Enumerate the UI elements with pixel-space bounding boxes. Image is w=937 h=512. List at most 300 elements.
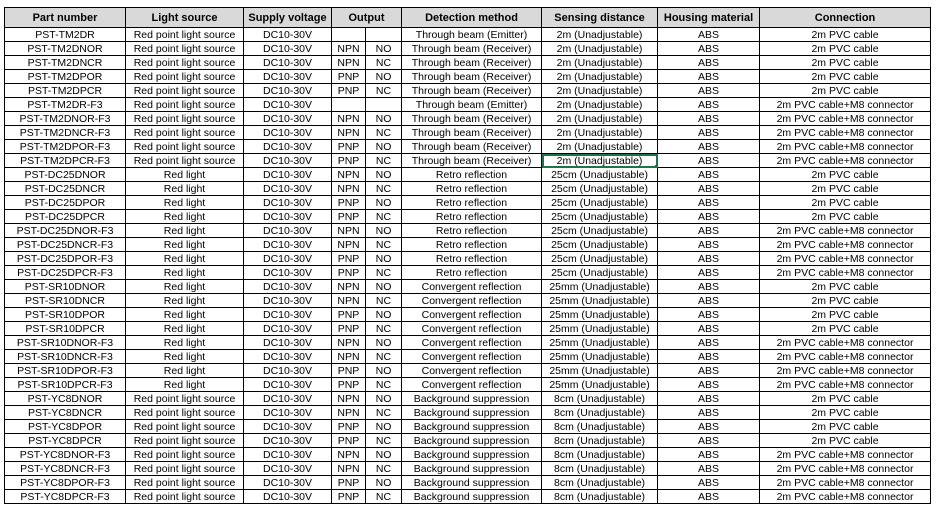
supply-voltage-cell[interactable]: DC10-30V [244, 462, 332, 476]
supply-voltage-cell[interactable]: DC10-30V [244, 112, 332, 126]
output-type-cell[interactable]: NPN [332, 182, 366, 196]
supply-voltage-cell[interactable]: DC10-30V [244, 322, 332, 336]
sensing-distance-cell[interactable]: 25cm (Unadjustable) [542, 224, 658, 238]
supply-voltage-cell[interactable]: DC10-30V [244, 308, 332, 322]
output-mode-cell[interactable]: NC [366, 350, 402, 364]
supply-voltage-cell[interactable]: DC10-30V [244, 294, 332, 308]
housing-material-cell[interactable]: ABS [658, 56, 760, 70]
light-source-cell[interactable]: Red light [126, 252, 244, 266]
sensing-distance-cell[interactable]: 25cm (Unadjustable) [542, 252, 658, 266]
output-mode-cell[interactable]: NC [366, 84, 402, 98]
housing-material-cell[interactable]: ABS [658, 378, 760, 392]
supply-voltage-cell[interactable]: DC10-30V [244, 168, 332, 182]
part-number-cell[interactable]: PST-TM2DR [5, 28, 126, 42]
part-number-cell[interactable]: PST-YC8DPCR [5, 434, 126, 448]
sensing-distance-cell[interactable]: 8cm (Unadjustable) [542, 392, 658, 406]
supply-voltage-cell[interactable]: DC10-30V [244, 196, 332, 210]
part-number-cell[interactable]: PST-DC25DNOR [5, 168, 126, 182]
connection-cell[interactable]: 2m PVC cable+M8 connector [760, 266, 931, 280]
output-type-cell[interactable]: NPN [332, 42, 366, 56]
light-source-cell[interactable]: Red light [126, 224, 244, 238]
output-mode-cell[interactable]: NO [366, 252, 402, 266]
connection-cell[interactable]: 2m PVC cable [760, 196, 931, 210]
housing-material-cell[interactable]: ABS [658, 238, 760, 252]
output-mode-cell[interactable] [366, 98, 402, 112]
output-mode-cell[interactable] [366, 28, 402, 42]
part-number-cell[interactable]: PST-TM2DNOR [5, 42, 126, 56]
supply-voltage-cell[interactable]: DC10-30V [244, 70, 332, 84]
light-source-cell[interactable]: Red point light source [126, 434, 244, 448]
output-mode-cell[interactable]: NC [366, 462, 402, 476]
output-type-cell[interactable]: NPN [332, 406, 366, 420]
housing-material-cell[interactable]: ABS [658, 308, 760, 322]
output-type-cell[interactable]: PNP [332, 210, 366, 224]
output-type-cell[interactable]: NPN [332, 336, 366, 350]
output-type-cell[interactable]: PNP [332, 420, 366, 434]
sensing-distance-cell[interactable]: 8cm (Unadjustable) [542, 448, 658, 462]
output-mode-cell[interactable]: NO [366, 420, 402, 434]
output-mode-cell[interactable]: NO [366, 336, 402, 350]
detection-method-cell[interactable]: Convergent reflection [402, 364, 542, 378]
output-type-cell[interactable]: NPN [332, 350, 366, 364]
detection-method-cell[interactable]: Background suppression [402, 420, 542, 434]
supply-voltage-cell[interactable]: DC10-30V [244, 126, 332, 140]
part-number-cell[interactable]: PST-SR10DNCR-F3 [5, 350, 126, 364]
output-type-cell[interactable]: PNP [332, 322, 366, 336]
detection-method-cell[interactable]: Convergent reflection [402, 322, 542, 336]
supply-voltage-cell[interactable]: DC10-30V [244, 420, 332, 434]
output-type-cell[interactable]: NPN [332, 448, 366, 462]
part-number-cell[interactable]: PST-YC8DPCR-F3 [5, 490, 126, 504]
part-number-cell[interactable]: PST-YC8DNCR [5, 406, 126, 420]
housing-material-cell[interactable]: ABS [658, 154, 760, 168]
output-mode-cell[interactable]: NO [366, 280, 402, 294]
supply-voltage-cell[interactable]: DC10-30V [244, 238, 332, 252]
sensing-distance-cell[interactable]: 8cm (Unadjustable) [542, 434, 658, 448]
supply-voltage-cell[interactable]: DC10-30V [244, 392, 332, 406]
supply-voltage-cell[interactable]: DC10-30V [244, 140, 332, 154]
detection-method-cell[interactable]: Through beam (Receiver) [402, 70, 542, 84]
part-number-cell[interactable]: PST-TM2DNOR-F3 [5, 112, 126, 126]
output-type-cell[interactable]: NPN [332, 224, 366, 238]
light-source-cell[interactable]: Red point light source [126, 462, 244, 476]
output-mode-cell[interactable]: NC [366, 434, 402, 448]
detection-method-cell[interactable]: Through beam (Receiver) [402, 140, 542, 154]
part-number-cell[interactable]: PST-YC8DPOR-F3 [5, 476, 126, 490]
part-number-cell[interactable]: PST-YC8DNCR-F3 [5, 462, 126, 476]
light-source-cell[interactable]: Red point light source [126, 84, 244, 98]
housing-material-cell[interactable]: ABS [658, 112, 760, 126]
part-number-cell[interactable]: PST-TM2DNCR [5, 56, 126, 70]
housing-material-cell[interactable]: ABS [658, 336, 760, 350]
housing-material-cell[interactable]: ABS [658, 280, 760, 294]
sensing-distance-cell[interactable]: 25cm (Unadjustable) [542, 196, 658, 210]
detection-method-cell[interactable]: Retro reflection [402, 224, 542, 238]
output-type-cell[interactable]: PNP [332, 84, 366, 98]
connection-cell[interactable]: 2m PVC cable+M8 connector [760, 462, 931, 476]
housing-material-cell[interactable]: ABS [658, 126, 760, 140]
output-type-cell[interactable]: NPN [332, 56, 366, 70]
light-source-cell[interactable]: Red light [126, 196, 244, 210]
sensing-distance-cell[interactable]: 25mm (Unadjustable) [542, 294, 658, 308]
sensing-distance-cell[interactable]: 8cm (Unadjustable) [542, 490, 658, 504]
supply-voltage-cell[interactable]: DC10-30V [244, 434, 332, 448]
output-mode-cell[interactable]: NC [366, 210, 402, 224]
light-source-cell[interactable]: Red light [126, 182, 244, 196]
housing-material-cell[interactable]: ABS [658, 140, 760, 154]
light-source-cell[interactable]: Red point light source [126, 42, 244, 56]
detection-method-cell[interactable]: Through beam (Receiver) [402, 112, 542, 126]
connection-cell[interactable]: 2m PVC cable+M8 connector [760, 224, 931, 238]
supply-voltage-cell[interactable]: DC10-30V [244, 84, 332, 98]
connection-cell[interactable]: 2m PVC cable [760, 434, 931, 448]
part-number-cell[interactable]: PST-DC25DPOR-F3 [5, 252, 126, 266]
detection-method-cell[interactable]: Through beam (Receiver) [402, 56, 542, 70]
output-mode-cell[interactable]: NO [366, 364, 402, 378]
supply-voltage-cell[interactable]: DC10-30V [244, 490, 332, 504]
housing-material-cell[interactable]: ABS [658, 252, 760, 266]
connection-cell[interactable]: 2m PVC cable+M8 connector [760, 378, 931, 392]
output-type-cell[interactable]: PNP [332, 378, 366, 392]
housing-material-cell[interactable]: ABS [658, 434, 760, 448]
output-mode-cell[interactable]: NO [366, 70, 402, 84]
detection-method-cell[interactable]: Background suppression [402, 392, 542, 406]
detection-method-cell[interactable]: Retro reflection [402, 238, 542, 252]
header-detection-method[interactable]: Detection method [402, 8, 542, 28]
supply-voltage-cell[interactable]: DC10-30V [244, 182, 332, 196]
housing-material-cell[interactable]: ABS [658, 42, 760, 56]
supply-voltage-cell[interactable]: DC10-30V [244, 28, 332, 42]
connection-cell[interactable]: 2m PVC cable [760, 308, 931, 322]
connection-cell[interactable]: 2m PVC cable [760, 182, 931, 196]
supply-voltage-cell[interactable]: DC10-30V [244, 154, 332, 168]
part-number-cell[interactable]: PST-DC25DNOR-F3 [5, 224, 126, 238]
sensing-distance-cell[interactable]: 25mm (Unadjustable) [542, 378, 658, 392]
part-number-cell[interactable]: PST-SR10DPOR [5, 308, 126, 322]
light-source-cell[interactable]: Red light [126, 294, 244, 308]
output-mode-cell[interactable]: NC [366, 294, 402, 308]
detection-method-cell[interactable]: Retro reflection [402, 210, 542, 224]
housing-material-cell[interactable]: ABS [658, 70, 760, 84]
supply-voltage-cell[interactable]: DC10-30V [244, 406, 332, 420]
output-mode-cell[interactable]: NC [366, 126, 402, 140]
output-type-cell[interactable]: PNP [332, 252, 366, 266]
header-part-number[interactable]: Part number [5, 8, 126, 28]
output-type-cell[interactable]: PNP [332, 308, 366, 322]
part-number-cell[interactable]: PST-TM2DPCR [5, 84, 126, 98]
light-source-cell[interactable]: Red point light source [126, 56, 244, 70]
detection-method-cell[interactable]: Through beam (Receiver) [402, 42, 542, 56]
detection-method-cell[interactable]: Convergent reflection [402, 350, 542, 364]
housing-material-cell[interactable]: ABS [658, 476, 760, 490]
output-type-cell[interactable]: PNP [332, 196, 366, 210]
connection-cell[interactable]: 2m PVC cable [760, 168, 931, 182]
supply-voltage-cell[interactable]: DC10-30V [244, 336, 332, 350]
light-source-cell[interactable]: Red light [126, 364, 244, 378]
part-number-cell[interactable]: PST-TM2DNCR-F3 [5, 126, 126, 140]
supply-voltage-cell[interactable]: DC10-30V [244, 476, 332, 490]
output-type-cell[interactable]: NPN [332, 112, 366, 126]
part-number-cell[interactable]: PST-YC8DNOR-F3 [5, 448, 126, 462]
housing-material-cell[interactable]: ABS [658, 392, 760, 406]
detection-method-cell[interactable]: Background suppression [402, 476, 542, 490]
sensing-distance-cell[interactable]: 25mm (Unadjustable) [542, 322, 658, 336]
output-type-cell[interactable] [332, 28, 366, 42]
sensing-distance-cell[interactable]: 25mm (Unadjustable) [542, 364, 658, 378]
output-mode-cell[interactable]: NC [366, 154, 402, 168]
output-mode-cell[interactable]: NO [366, 196, 402, 210]
light-source-cell[interactable]: Red point light source [126, 154, 244, 168]
output-mode-cell[interactable]: NO [366, 112, 402, 126]
part-number-cell[interactable]: PST-SR10DNCR [5, 294, 126, 308]
housing-material-cell[interactable]: ABS [658, 462, 760, 476]
light-source-cell[interactable]: Red point light source [126, 28, 244, 42]
housing-material-cell[interactable]: ABS [658, 182, 760, 196]
sensing-distance-cell[interactable]: 25cm (Unadjustable) [542, 266, 658, 280]
housing-material-cell[interactable]: ABS [658, 196, 760, 210]
light-source-cell[interactable]: Red light [126, 308, 244, 322]
housing-material-cell[interactable]: ABS [658, 28, 760, 42]
sensing-distance-cell[interactable]: 2m (Unadjustable) [542, 56, 658, 70]
light-source-cell[interactable]: Red point light source [126, 126, 244, 140]
housing-material-cell[interactable]: ABS [658, 294, 760, 308]
sensing-distance-cell[interactable]: 2m (Unadjustable) [542, 140, 658, 154]
output-mode-cell[interactable]: NO [366, 224, 402, 238]
output-type-cell[interactable]: NPN [332, 280, 366, 294]
header-sensing-distance[interactable]: Sensing distance [542, 8, 658, 28]
output-mode-cell[interactable]: NC [366, 322, 402, 336]
connection-cell[interactable]: 2m PVC cable+M8 connector [760, 126, 931, 140]
header-supply-voltage[interactable]: Supply voltage [244, 8, 332, 28]
housing-material-cell[interactable]: ABS [658, 210, 760, 224]
housing-material-cell[interactable]: ABS [658, 364, 760, 378]
connection-cell[interactable]: 2m PVC cable [760, 70, 931, 84]
supply-voltage-cell[interactable]: DC10-30V [244, 364, 332, 378]
light-source-cell[interactable]: Red light [126, 280, 244, 294]
connection-cell[interactable]: 2m PVC cable [760, 210, 931, 224]
connection-cell[interactable]: 2m PVC cable [760, 280, 931, 294]
output-type-cell[interactable]: PNP [332, 70, 366, 84]
light-source-cell[interactable]: Red light [126, 168, 244, 182]
output-type-cell[interactable]: NPN [332, 126, 366, 140]
part-number-cell[interactable]: PST-DC25DNCR [5, 182, 126, 196]
output-type-cell[interactable]: NPN [332, 462, 366, 476]
sensing-distance-cell[interactable]: 25mm (Unadjustable) [542, 350, 658, 364]
sensing-distance-cell[interactable]: 25cm (Unadjustable) [542, 168, 658, 182]
housing-material-cell[interactable]: ABS [658, 168, 760, 182]
sensing-distance-cell[interactable]: 2m (Unadjustable) [542, 28, 658, 42]
output-mode-cell[interactable]: NC [366, 266, 402, 280]
light-source-cell[interactable]: Red point light source [126, 140, 244, 154]
sensing-distance-cell[interactable]: 2m (Unadjustable) [542, 84, 658, 98]
supply-voltage-cell[interactable]: DC10-30V [244, 252, 332, 266]
light-source-cell[interactable]: Red point light source [126, 476, 244, 490]
connection-cell[interactable]: 2m PVC cable+M8 connector [760, 448, 931, 462]
connection-cell[interactable]: 2m PVC cable+M8 connector [760, 238, 931, 252]
supply-voltage-cell[interactable]: DC10-30V [244, 280, 332, 294]
connection-cell[interactable]: 2m PVC cable+M8 connector [760, 140, 931, 154]
light-source-cell[interactable]: Red point light source [126, 392, 244, 406]
output-mode-cell[interactable]: NO [366, 476, 402, 490]
light-source-cell[interactable]: Red light [126, 210, 244, 224]
sensing-distance-cell[interactable]: 25mm (Unadjustable) [542, 280, 658, 294]
output-mode-cell[interactable]: NC [366, 490, 402, 504]
connection-cell[interactable]: 2m PVC cable+M8 connector [760, 154, 931, 168]
output-type-cell[interactable] [332, 98, 366, 112]
connection-cell[interactable]: 2m PVC cable [760, 28, 931, 42]
detection-method-cell[interactable]: Through beam (Emitter) [402, 28, 542, 42]
detection-method-cell[interactable]: Through beam (Receiver) [402, 84, 542, 98]
sensing-distance-cell[interactable]: 2m (Unadjustable) [542, 126, 658, 140]
sensing-distance-cell[interactable]: 25cm (Unadjustable) [542, 182, 658, 196]
light-source-cell[interactable]: Red light [126, 350, 244, 364]
output-type-cell[interactable]: PNP [332, 434, 366, 448]
output-type-cell[interactable]: PNP [332, 266, 366, 280]
detection-method-cell[interactable]: Retro reflection [402, 168, 542, 182]
part-number-cell[interactable]: PST-DC25DPCR [5, 210, 126, 224]
part-number-cell[interactable]: PST-TM2DR-F3 [5, 98, 126, 112]
output-mode-cell[interactable]: NC [366, 238, 402, 252]
detection-method-cell[interactable]: Retro reflection [402, 266, 542, 280]
sensing-distance-cell[interactable]: 2m (Unadjustable) [542, 98, 658, 112]
detection-method-cell[interactable]: Retro reflection [402, 196, 542, 210]
part-number-cell[interactable]: PST-TM2DPCR-F3 [5, 154, 126, 168]
sensing-distance-cell[interactable]: 2m (Unadjustable) [542, 70, 658, 84]
light-source-cell[interactable]: Red point light source [126, 406, 244, 420]
connection-cell[interactable]: 2m PVC cable [760, 42, 931, 56]
connection-cell[interactable]: 2m PVC cable+M8 connector [760, 350, 931, 364]
detection-method-cell[interactable]: Through beam (Receiver) [402, 154, 542, 168]
supply-voltage-cell[interactable]: DC10-30V [244, 378, 332, 392]
detection-method-cell[interactable]: Convergent reflection [402, 280, 542, 294]
output-type-cell[interactable]: PNP [332, 476, 366, 490]
output-type-cell[interactable]: NPN [332, 392, 366, 406]
sensing-distance-cell[interactable]: 8cm (Unadjustable) [542, 462, 658, 476]
housing-material-cell[interactable]: ABS [658, 420, 760, 434]
sensing-distance-cell[interactable]: 2m (Unadjustable) [542, 42, 658, 56]
part-number-cell[interactable]: PST-DC25DPOR [5, 196, 126, 210]
detection-method-cell[interactable]: Convergent reflection [402, 308, 542, 322]
sensing-distance-cell[interactable]: 8cm (Unadjustable) [542, 406, 658, 420]
housing-material-cell[interactable]: ABS [658, 98, 760, 112]
sensing-distance-cell[interactable]: 25mm (Unadjustable) [542, 308, 658, 322]
connection-cell[interactable]: 2m PVC cable [760, 406, 931, 420]
part-number-cell[interactable]: PST-YC8DPOR [5, 420, 126, 434]
sensing-distance-cell[interactable]: 8cm (Unadjustable) [542, 476, 658, 490]
connection-cell[interactable]: 2m PVC cable [760, 420, 931, 434]
output-mode-cell[interactable]: NO [366, 308, 402, 322]
connection-cell[interactable]: 2m PVC cable+M8 connector [760, 336, 931, 350]
part-number-cell[interactable]: PST-TM2DPOR [5, 70, 126, 84]
supply-voltage-cell[interactable]: DC10-30V [244, 266, 332, 280]
supply-voltage-cell[interactable]: DC10-30V [244, 98, 332, 112]
light-source-cell[interactable]: Red light [126, 238, 244, 252]
output-mode-cell[interactable]: NO [366, 168, 402, 182]
output-type-cell[interactable]: NPN [332, 294, 366, 308]
housing-material-cell[interactable]: ABS [658, 224, 760, 238]
output-mode-cell[interactable]: NC [366, 378, 402, 392]
light-source-cell[interactable]: Red light [126, 322, 244, 336]
connection-cell[interactable]: 2m PVC cable [760, 294, 931, 308]
output-mode-cell[interactable]: NO [366, 392, 402, 406]
light-source-cell[interactable]: Red point light source [126, 490, 244, 504]
supply-voltage-cell[interactable]: DC10-30V [244, 56, 332, 70]
light-source-cell[interactable]: Red point light source [126, 420, 244, 434]
light-source-cell[interactable]: Red light [126, 336, 244, 350]
detection-method-cell[interactable]: Background suppression [402, 448, 542, 462]
supply-voltage-cell[interactable]: DC10-30V [244, 448, 332, 462]
housing-material-cell[interactable]: ABS [658, 266, 760, 280]
detection-method-cell[interactable]: Retro reflection [402, 182, 542, 196]
detection-method-cell[interactable]: Retro reflection [402, 252, 542, 266]
light-source-cell[interactable]: Red point light source [126, 98, 244, 112]
supply-voltage-cell[interactable]: DC10-30V [244, 350, 332, 364]
housing-material-cell[interactable]: ABS [658, 448, 760, 462]
part-number-cell[interactable]: PST-DC25DNCR-F3 [5, 238, 126, 252]
sensing-distance-cell[interactable]: 2m (Unadjustable) [542, 154, 658, 168]
supply-voltage-cell[interactable]: DC10-30V [244, 210, 332, 224]
sensing-distance-cell[interactable]: 25cm (Unadjustable) [542, 210, 658, 224]
connection-cell[interactable]: 2m PVC cable [760, 322, 931, 336]
detection-method-cell[interactable]: Background suppression [402, 434, 542, 448]
output-mode-cell[interactable]: NC [366, 406, 402, 420]
connection-cell[interactable]: 2m PVC cable [760, 84, 931, 98]
connection-cell[interactable]: 2m PVC cable+M8 connector [760, 252, 931, 266]
header-output[interactable]: Output [332, 8, 402, 28]
housing-material-cell[interactable]: ABS [658, 84, 760, 98]
part-number-cell[interactable]: PST-SR10DNOR [5, 280, 126, 294]
sensing-distance-cell[interactable]: 25cm (Unadjustable) [542, 238, 658, 252]
part-number-cell[interactable]: PST-DC25DPCR-F3 [5, 266, 126, 280]
sensing-distance-cell[interactable]: 25mm (Unadjustable) [542, 336, 658, 350]
part-number-cell[interactable]: PST-TM2DPOR-F3 [5, 140, 126, 154]
output-type-cell[interactable]: PNP [332, 140, 366, 154]
output-type-cell[interactable]: NPN [332, 168, 366, 182]
output-mode-cell[interactable]: NC [366, 56, 402, 70]
part-number-cell[interactable]: PST-SR10DPCR-F3 [5, 378, 126, 392]
output-mode-cell[interactable]: NC [366, 182, 402, 196]
output-type-cell[interactable]: PNP [332, 364, 366, 378]
output-type-cell[interactable]: PNP [332, 154, 366, 168]
light-source-cell[interactable]: Red light [126, 266, 244, 280]
connection-cell[interactable]: 2m PVC cable+M8 connector [760, 490, 931, 504]
detection-method-cell[interactable]: Convergent reflection [402, 294, 542, 308]
part-number-cell[interactable]: PST-SR10DNOR-F3 [5, 336, 126, 350]
light-source-cell[interactable]: Red light [126, 378, 244, 392]
header-housing-material[interactable]: Housing material [658, 8, 760, 28]
part-number-cell[interactable]: PST-SR10DPOR-F3 [5, 364, 126, 378]
supply-voltage-cell[interactable]: DC10-30V [244, 224, 332, 238]
housing-material-cell[interactable]: ABS [658, 322, 760, 336]
output-mode-cell[interactable]: NO [366, 42, 402, 56]
header-connection[interactable]: Connection [760, 8, 931, 28]
detection-method-cell[interactable]: Background suppression [402, 462, 542, 476]
part-number-cell[interactable]: PST-YC8DNOR [5, 392, 126, 406]
housing-material-cell[interactable]: ABS [658, 350, 760, 364]
light-source-cell[interactable]: Red point light source [126, 70, 244, 84]
detection-method-cell[interactable]: Background suppression [402, 406, 542, 420]
detection-method-cell[interactable]: Background suppression [402, 490, 542, 504]
sensing-distance-cell[interactable]: 2m (Unadjustable) [542, 112, 658, 126]
output-mode-cell[interactable]: NO [366, 448, 402, 462]
light-source-cell[interactable]: Red point light source [126, 448, 244, 462]
supply-voltage-cell[interactable]: DC10-30V [244, 42, 332, 56]
connection-cell[interactable]: 2m PVC cable+M8 connector [760, 98, 931, 112]
connection-cell[interactable]: 2m PVC cable+M8 connector [760, 112, 931, 126]
detection-method-cell[interactable]: Convergent reflection [402, 378, 542, 392]
connection-cell[interactable]: 2m PVC cable [760, 56, 931, 70]
light-source-cell[interactable]: Red point light source [126, 112, 244, 126]
